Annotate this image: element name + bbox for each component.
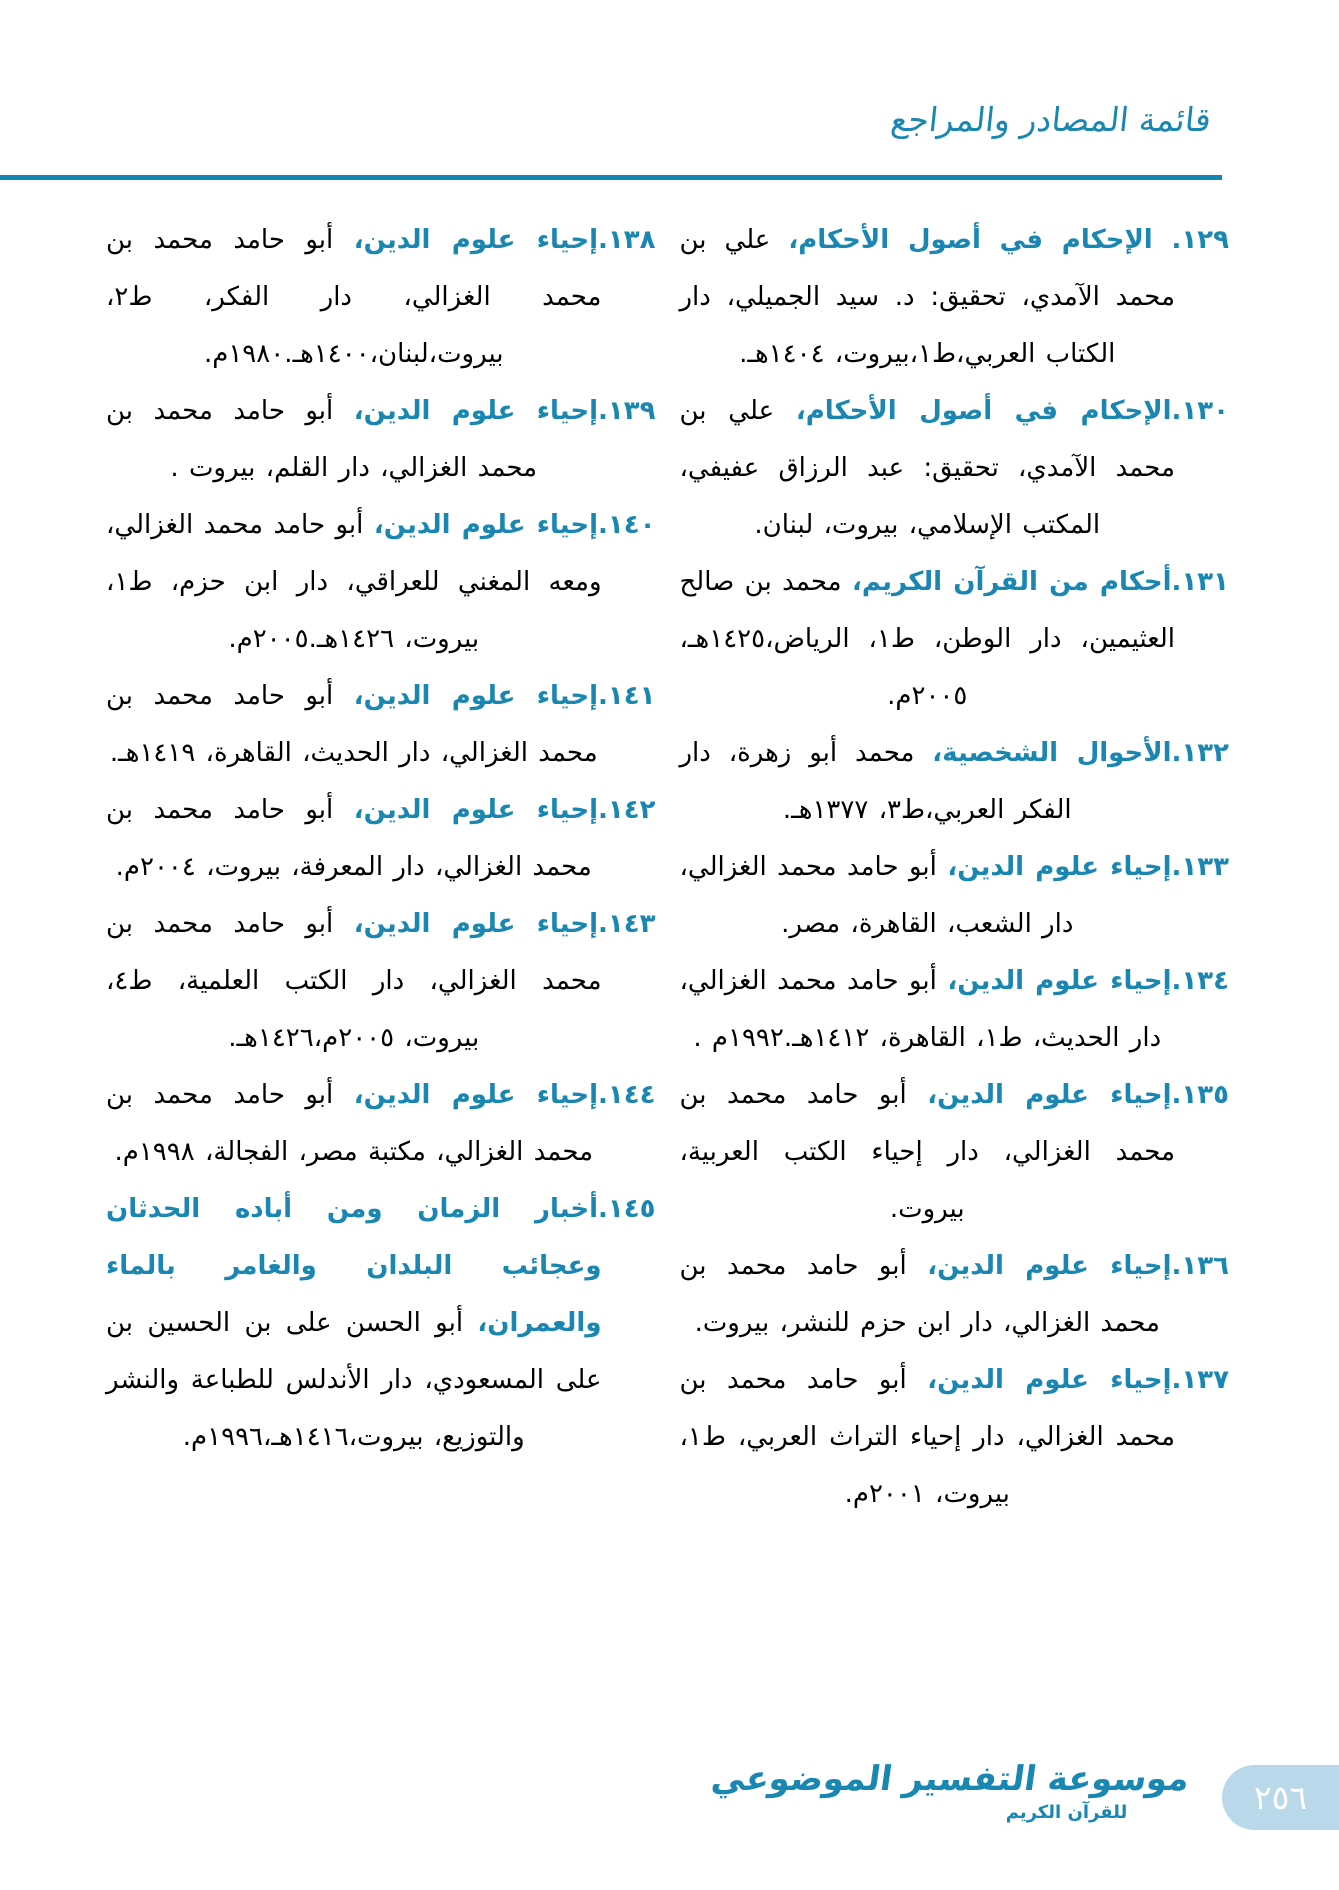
bibliography-entry	[680, 554, 1230, 725]
entry-details: أبو حامد محمد الغزالي، ومعه المغني للعراقي، دار ابن حزم، ط١، بيروت، ١٤٢٦هـ.٢٠٠٥م.	[106, 510, 602, 654]
entry-number: ١٣٣.	[1171, 852, 1230, 882]
page-number: ٢٥٦	[1253, 1778, 1308, 1817]
entry-title: أخبار الزمان ومن أباده الحدثان وعجائب البلدان والغامر بالماء والعمران،	[106, 1194, 602, 1338]
entry-title: إحياء علوم الدين،	[353, 909, 599, 939]
entry-number: ١٣٧.	[1171, 1365, 1230, 1395]
bibliography-entry	[106, 497, 656, 668]
entry-number: ١٤٣.	[598, 909, 656, 939]
bibliography-entry	[680, 212, 1230, 383]
entry-number: ١٤٥.	[598, 1194, 656, 1224]
entry-number: ١٣٢.	[1171, 738, 1229, 768]
entry-number: ١٣٥.	[1171, 1080, 1230, 1110]
entry-title: إحياء علوم الدين،	[927, 1251, 1172, 1281]
entry-title: إحياء علوم الدين،	[373, 510, 599, 540]
entry-number: ١٤٤.	[598, 1080, 656, 1110]
entry-title: إحياء علوم الدين،	[353, 225, 599, 255]
bibliography-entry	[680, 725, 1230, 839]
entry-details: أبو الحسن على بن الحسين بن على المسعودي، دار الأندلس للطباعة والنشر والتوزيع، بيروت،١٤١٦هـ،١٩٩٦م.	[106, 1308, 602, 1452]
publisher-logo	[708, 1759, 1192, 1824]
bibliography-entry	[106, 668, 656, 782]
entry-title: إحياء علوم الدين،	[947, 966, 1172, 996]
bibliography-entry	[106, 383, 656, 497]
entry-details: أبو حامد محمد بن محمد الغزالي، دار إحياء الكتب العربية، بيروت.	[679, 1080, 1175, 1224]
entry-number: ١٢٩.	[1152, 225, 1229, 255]
bibliography-entry	[106, 896, 656, 1067]
entry-number: ١٣٠.	[1171, 396, 1230, 426]
bibliography-entry	[106, 212, 656, 383]
entry-details: أبو حامد محمد الغزالي، دار الحديث، ط١، القاهرة، ١٤١٢هـ.١٩٩٢م .	[679, 966, 1162, 1053]
entry-number: ١٣١.	[1171, 567, 1230, 597]
entry-details: علي بن محمد الآمدي، تحقيق: د. سيد الجميلي، دار الكتاب العربي،ط١،بيروت، ١٤٠٤هـ.	[679, 225, 1175, 369]
entry-number: ١٤١.	[598, 681, 656, 711]
entry-number: ١٤٢.	[598, 795, 656, 825]
entry-title: إحياء علوم الدين،	[353, 795, 599, 825]
entry-title: إحياء علوم الدين،	[947, 852, 1172, 882]
entry-details: أبو حامد محمد بن محمد الغزالي، دار الحديث، القاهرة، ١٤١٩هـ.	[106, 681, 598, 768]
publisher-logo-title: موسوعة التفسير الموضوعي	[708, 1759, 1192, 1799]
entry-title: أحكام من القرآن الكريم،	[852, 567, 1172, 597]
entry-title: إحياء علوم الدين،	[927, 1365, 1172, 1395]
entry-title: الإحكام في أصول الأحكام،	[795, 396, 1172, 426]
entry-details: أبو حامد محمد بن محمد الغزالي، دار إحياء التراث العربي، ط١، بيروت، ٢٠٠١م.	[679, 1365, 1175, 1509]
bibliography-list	[106, 212, 1229, 1523]
entry-details: أبو حامد محمد الغزالي، دار الشعب، القاهرة، مصر.	[679, 852, 1074, 939]
entry-details: أبو حامد محمد بن محمد الغزالي، مكتبة مصر، الفجالة، ١٩٩٨م.	[106, 1080, 594, 1167]
bibliography-entry	[680, 1238, 1230, 1352]
entry-details: أبو حامد محمد بن محمد الغزالي، دار الفكر، ط٢، بيروت،لبنان،١٤٠٠هـ.١٩٨٠م.	[106, 225, 602, 369]
bibliography-entry	[680, 1067, 1230, 1238]
entry-number: ١٣٤.	[1171, 966, 1230, 996]
bibliography-entry	[680, 383, 1230, 554]
entry-details: محمد بن صالح العثيمين، دار الوطن، ط١، الرياض،١٤٢٥هـ، ٢٠٠٥م.	[679, 567, 1175, 711]
bibliography-entry	[680, 1352, 1230, 1523]
entry-number: ١٣٩.	[598, 396, 656, 426]
entry-details: أبو حامد محمد بن محمد الغزالي، دار الكتب العلمية، ط٤، بيروت، ٢٠٠٥م،١٤٢٦هـ.	[106, 909, 602, 1053]
entry-title: الأحوال الشخصية،	[932, 738, 1172, 768]
entry-number: ١٣٨.	[598, 225, 656, 255]
entry-title: إحياء علوم الدين،	[353, 396, 599, 426]
entry-title: الإحكام في أصول الأحكام،	[788, 225, 1153, 255]
entry-details: أبو حامد محمد بن محمد الغزالي، دار القلم، بيروت .	[106, 396, 538, 483]
page-number-badge	[1222, 1765, 1339, 1830]
entry-title: إحياء علوم الدين،	[353, 1080, 599, 1110]
entry-title: إحياء علوم الدين،	[927, 1080, 1172, 1110]
bibliography-right-column	[680, 212, 1230, 1523]
bibliography-entry	[680, 953, 1230, 1067]
entry-details: أبو حامد محمد بن محمد الغزالي، دار ابن حزم للنشر، بيروت.	[679, 1251, 1160, 1338]
publisher-logo-subtitle: للقرآن الكريم	[1005, 1802, 1128, 1824]
page-title: قائمة المصادر والمراجع	[888, 100, 1214, 139]
bibliography-left-column	[106, 212, 656, 1523]
entry-number: ١٤٠.	[598, 510, 656, 540]
header-rule	[0, 175, 1222, 180]
entry-details: محمد أبو زهرة، دار الفكر العربي،ط٣، ١٣٧٧هـ.	[679, 738, 1072, 825]
entry-number: ١٣٦.	[1171, 1251, 1230, 1281]
entry-details: أبو حامد محمد بن محمد الغزالي، دار المعرفة، بيروت، ٢٠٠٤م.	[106, 795, 592, 882]
entry-details: علي بن محمد الآمدي، تحقيق: عبد الرزاق عفيفي، المكتب الإسلامي، بيروت، لبنان.	[679, 396, 1175, 540]
bibliography-entry	[680, 839, 1230, 953]
entry-title: إحياء علوم الدين،	[353, 681, 599, 711]
bibliography-entry	[106, 1067, 656, 1181]
bibliography-entry	[106, 782, 656, 896]
bibliography-entry	[106, 1181, 656, 1466]
